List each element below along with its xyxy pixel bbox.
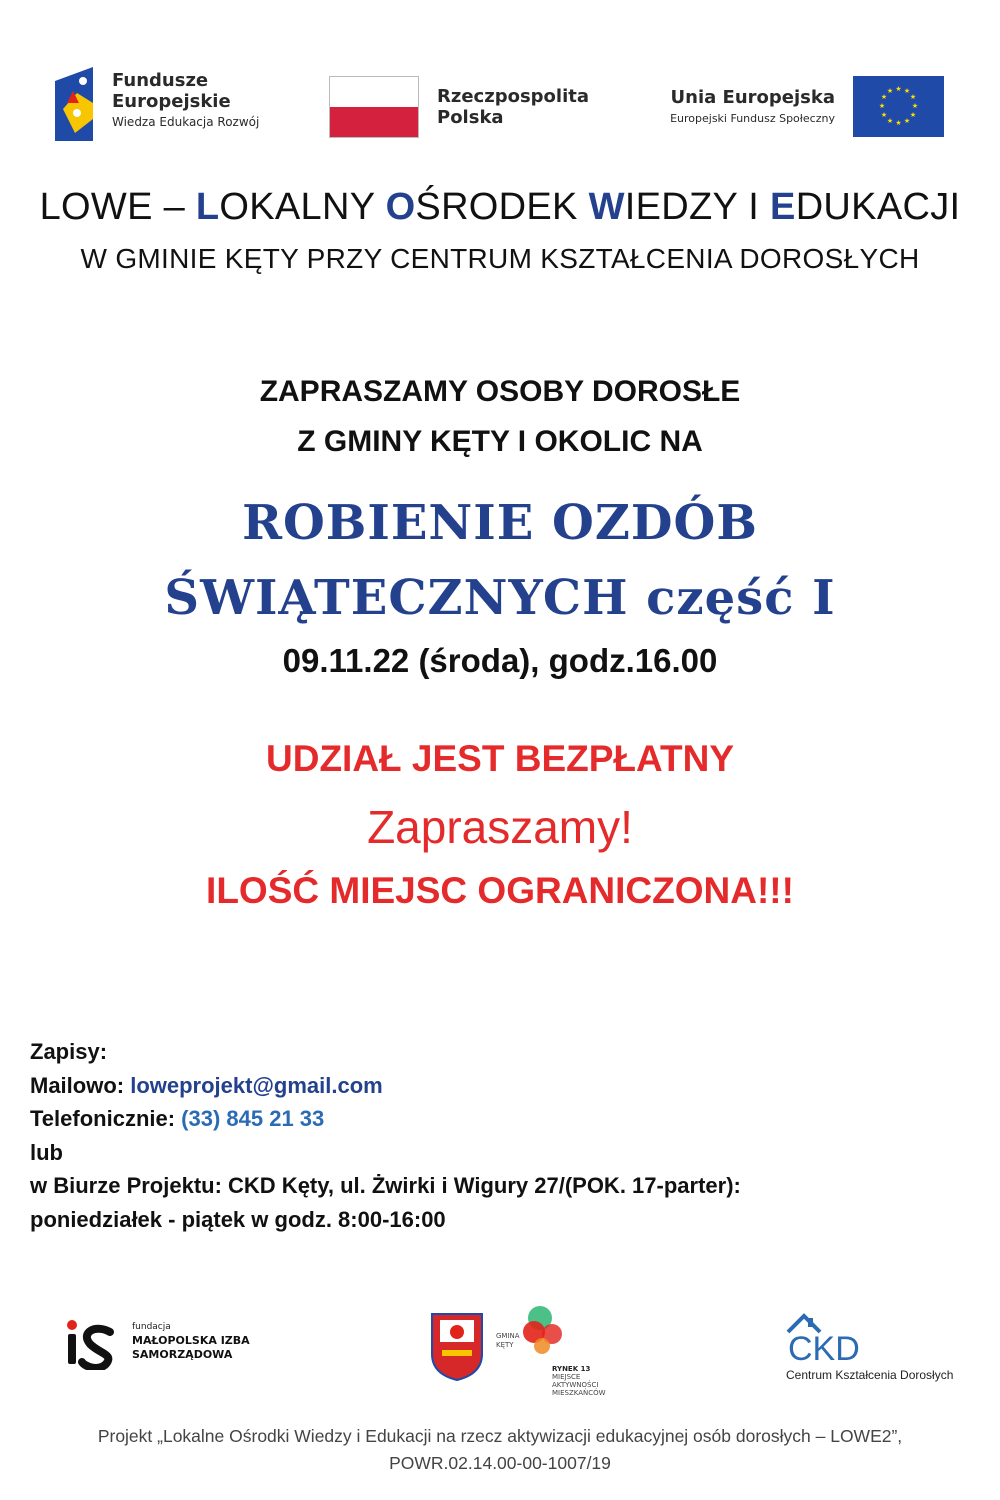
polish-flag-icon <box>329 76 419 138</box>
ue-line1: Unia Europejska <box>670 87 835 108</box>
heading-part: DUKACJI <box>795 186 961 228</box>
rp-line1: Rzeczpospolita <box>437 86 589 107</box>
heading-part: LOWE – <box>39 186 196 228</box>
contact-title: Zapisy: <box>30 1039 108 1064</box>
email-label: Mailowo: <box>30 1072 131 1098</box>
mis-text <box>132 1320 250 1362</box>
mis-small: fundacja <box>132 1322 171 1332</box>
ckd-logo <box>786 1312 866 1364</box>
rynek-text <box>552 1365 606 1397</box>
event-title-line2: ŚWIĄTECZNYCH część I <box>164 570 836 626</box>
svg-text:★: ★ <box>895 85 902 93</box>
event-date: 09.11.22 (środa), godz.16.00 <box>282 642 718 679</box>
svg-text:★: ★ <box>909 111 917 119</box>
ckd-name: Centrum Kształcenia Dorosłych <box>786 1368 954 1382</box>
heading-initial-e: E <box>770 186 796 228</box>
rynek4: MIESZKAŃCÓW <box>552 1389 606 1397</box>
rynek3: AKTYWNOŚCI <box>552 1381 599 1389</box>
ckd-letters: CKD <box>788 1330 860 1364</box>
fe-line1: Fundusze <box>112 70 209 91</box>
svg-text:★: ★ <box>878 102 886 110</box>
unia-europejska-text <box>630 87 835 125</box>
heading-initial-l: L <box>195 186 220 228</box>
heading-part: ŚRODEK <box>415 186 589 228</box>
svg-text:★: ★ <box>886 117 894 125</box>
contact-phone-row <box>30 1102 852 1136</box>
svg-text:★: ★ <box>903 87 911 95</box>
footer-line2: POWR.02.14.00-00-1007/19 <box>389 1453 611 1473</box>
rp-line2: Polska <box>437 107 504 128</box>
mis-line1: MAŁOPOLSKA IZBA <box>132 1334 250 1347</box>
limited-seats-notice: ILOŚĆ MIEJSC OGRANICZONA!!! <box>206 870 794 911</box>
event-title-line1: ROBIENIE OZDÓB <box>242 495 758 551</box>
svg-text:★: ★ <box>880 111 888 119</box>
heading-line1 <box>0 186 1000 229</box>
ue-line2: Europejski Fundusz Społeczny <box>670 112 835 125</box>
svg-text:★: ★ <box>911 102 919 110</box>
invitation-line1: ZAPRASZAMY OSOBY DOROSŁE <box>259 375 741 408</box>
footer <box>40 1423 960 1477</box>
fundusze-europejskie-text <box>112 70 259 129</box>
svg-text:★: ★ <box>886 87 894 95</box>
eu-flag-icon <box>853 76 944 137</box>
kety-gmina2: KĘTY <box>496 1341 514 1349</box>
heading-initial-w: W <box>588 186 625 228</box>
invitation-line2: Z GMINY KĘTY I OKOLIC NA <box>297 425 703 458</box>
footer-line1: Projekt „Lokalne Ośrodki Wiedzy i Edukacji na rzecz aktywizacji edukacyjnej osób dorosłych – LOWE2”, <box>97 1426 903 1446</box>
contact-email-row <box>30 1069 852 1103</box>
rynek1: RYNEK 13 <box>552 1365 591 1373</box>
mis-line2: SAMORZĄDOWA <box>132 1348 233 1361</box>
heading-line2: W GMINIE KĘTY PRZY CENTRUM KSZTAŁCENIA DOROSŁYCH <box>80 243 920 274</box>
invite-notice: Zapraszamy! <box>367 801 633 853</box>
fe-line3: Wiedza Edukacja Rozwój <box>112 115 260 129</box>
fe-line2: Europejskie <box>112 91 231 112</box>
svg-text:★: ★ <box>909 93 917 101</box>
contact-hours: poniedziałek - piątek w godz. 8:00-16:00 <box>30 1206 446 1232</box>
kety-gmina-text <box>496 1332 520 1350</box>
free-notice: UDZIAŁ JEST BEZPŁATNY <box>266 738 734 779</box>
heading-part: OKALNY <box>219 186 386 228</box>
phone-label: Telefonicznie: <box>30 1106 182 1131</box>
heading-initial-o: O <box>385 186 416 228</box>
rynek2: MIEJSCE <box>552 1373 581 1381</box>
contact-block <box>30 1035 852 1236</box>
email-link[interactable]: loweprojekt@gmail.com <box>130 1072 383 1098</box>
rzeczpospolita-text <box>437 86 589 128</box>
kety-gmina1: GMINA <box>496 1332 520 1340</box>
svg-text:★: ★ <box>903 117 911 125</box>
svg-text:★: ★ <box>880 93 888 101</box>
svg-text:★: ★ <box>895 119 902 127</box>
heading-part: IEDZY I <box>624 186 771 228</box>
phone-link[interactable]: (33) 845 21 33 <box>181 1106 325 1131</box>
contact-office: w Biurze Projektu: CKD Kęty, ul. Żwirki i Wigury 27/(POK. 17-parter): <box>30 1173 741 1198</box>
contact-or: lub <box>30 1139 63 1165</box>
